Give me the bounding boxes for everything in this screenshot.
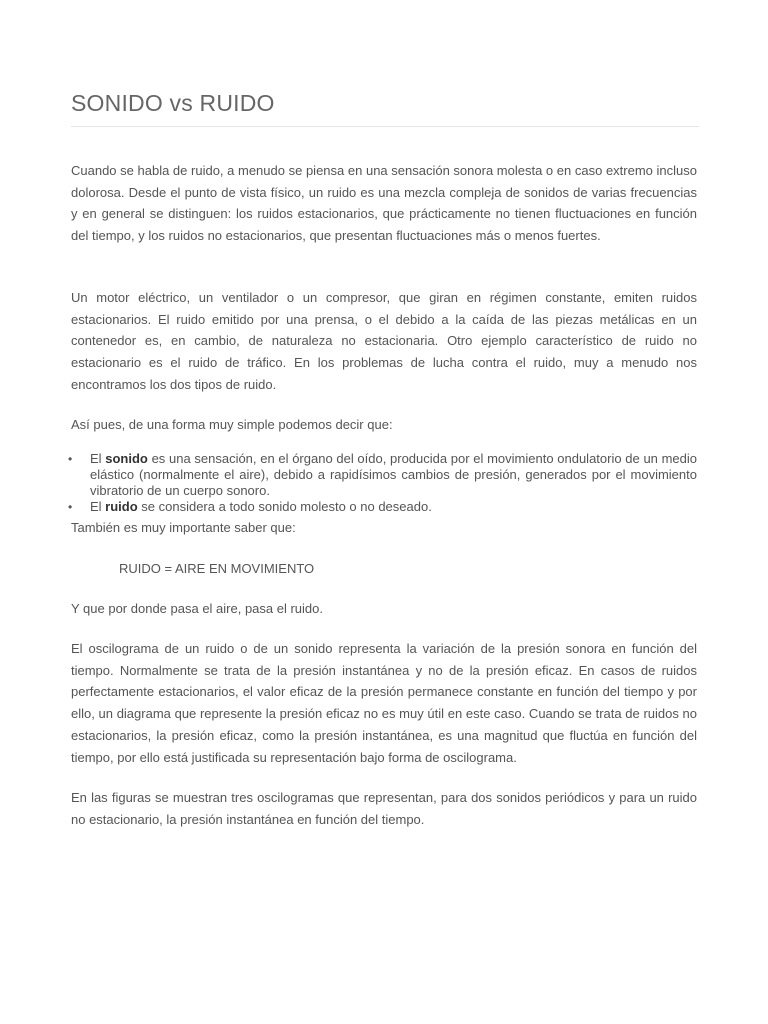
term-ruido: ruido (105, 499, 138, 514)
paragraph-oscillogram: El oscilograma de un ruido o de un sonido representa la variación de la presión sonora en función del tiempo. Normalmente se trata de la presión instantánea y no de la presión eficaz. En casos de ruidos perfectamente estacionarios, el valor eficaz de la presión permanece constante en función del tiempo y por ello, un diagrama que represente la presión eficaz no es muy útil en este caso. Cuando se trata de ruidos no estacionarios, la presión eficaz, como la presión instantánea, es una magnitud que fluctúa en función del tiempo, por ello está justificada su representación bajo forma de oscilograma. (71, 641, 697, 765)
page-title: SONIDO vs RUIDO (71, 90, 275, 116)
title-divider (71, 126, 699, 127)
list-item-text: es una sensación, en el órgano del oído, producida por el movimiento ondulatorio de un medio elástico (normalmente el aire), debido a rapidísimos cambios de presión, generados por el movimiento vibratorio de un cuerpo sonoro. (90, 451, 698, 498)
bullet-icon: • (68, 452, 73, 466)
definition-list (68, 451, 698, 515)
list-item-prefix: El (90, 499, 106, 514)
list-item-text: se considera a todo sonido molesto o no deseado. (137, 499, 432, 514)
paragraph-intro: Cuando se habla de ruido, a menudo se piensa en una sensación sonora molesta o en caso extremo incluso dolorosa. Desde el punto de vista físico, un ruido es una mezcla compleja de sonidos de varias frecuencias y en general se distinguen: los ruidos estacionarios, que prácticamente no tienen fluctuaciones en función del tiempo, y los ruidos no estacionarios, que presentan fluctuaciones más o menos fuertes. (71, 163, 697, 244)
term-sonido: sonido (105, 451, 148, 466)
list-item-prefix: El (90, 451, 106, 466)
bullet-icon: • (68, 500, 73, 514)
paragraph-summary-lead: Así pues, de una forma muy simple podemos decir que: (71, 417, 393, 432)
list-item-ruido (68, 499, 697, 515)
formula-text: RUIDO = AIRE EN MOVIMIENTO (119, 561, 315, 576)
paragraph-figures: En las figuras se muestran tres oscilogramas que representan, para dos sonidos periódicos y para un ruido no estacionario, la presión instantánea en función del tiempo. (71, 790, 697, 827)
list-item-sonido (68, 451, 698, 499)
paragraph-examples: Un motor eléctrico, un ventilador o un compresor, que giran en régimen constante, emiten ruidos estacionarios. El ruido emitido por una prensa, o el debido a la caída de las piezas metálicas en un contenedor es, en cambio, de naturaleza no estacionaria. Otro ejemplo característico de ruido no estacionario es el ruido de tráfico. En los problemas de lucha contra el ruido, muy a menudo nos encontramos los dos tipos de ruido. (71, 290, 697, 392)
paragraph-air: Y que por donde pasa el aire, pasa el ruido. (71, 601, 323, 616)
paragraph-importance-lead: También es muy importante saber que: (71, 520, 296, 535)
